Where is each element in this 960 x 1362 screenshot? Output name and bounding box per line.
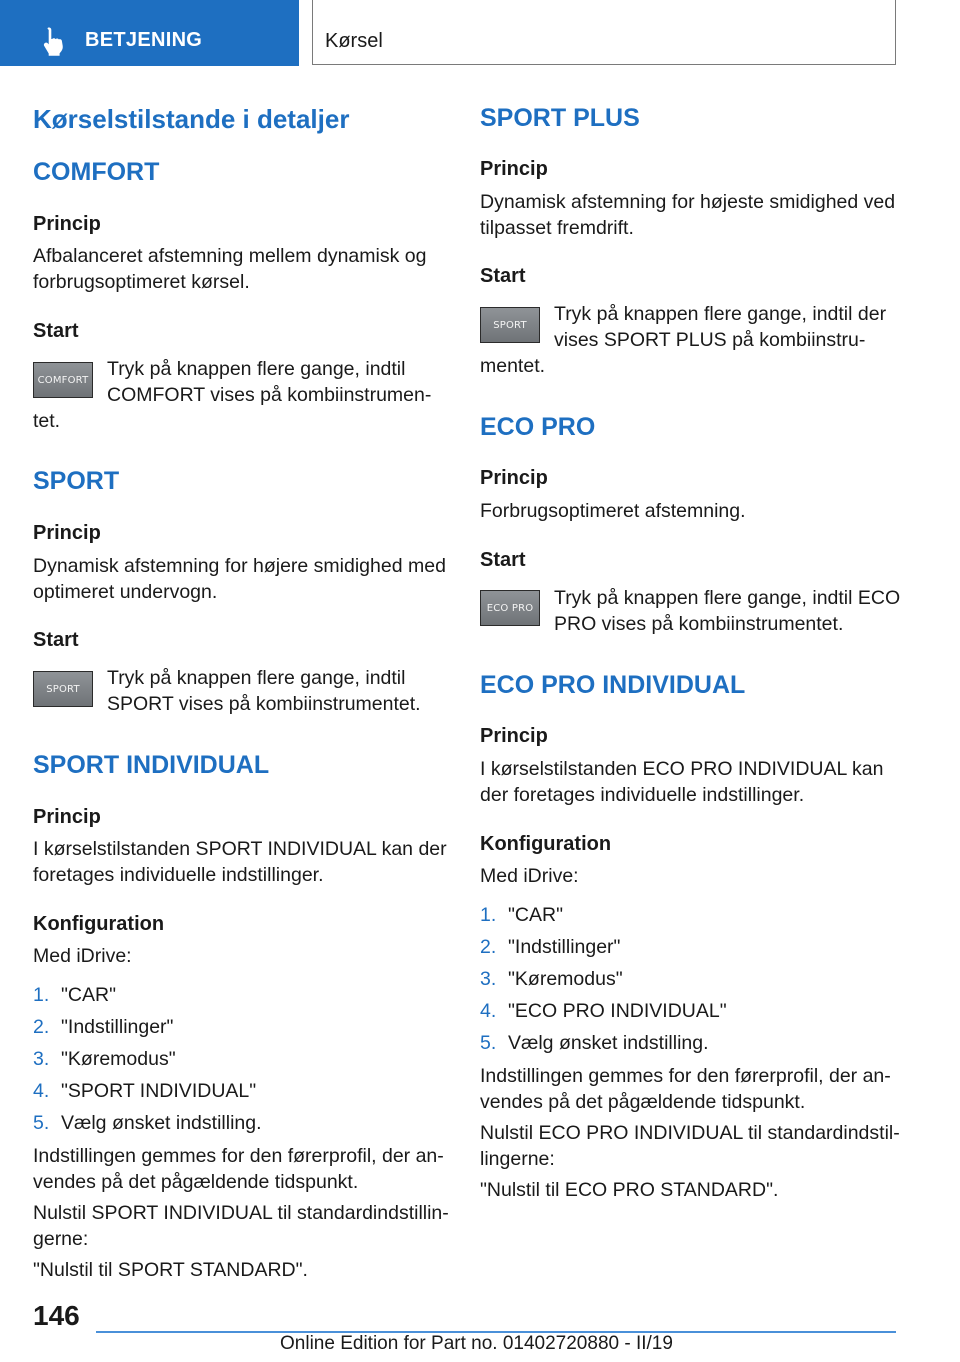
list-text: "Indstillinger" bbox=[508, 936, 621, 958]
list-text: "CAR" bbox=[508, 904, 564, 926]
sport-button-image bbox=[33, 671, 93, 707]
page-title: Kørselstilstande i detaljer bbox=[33, 104, 350, 134]
paragraph-line: COMFORT vises på kombiinstrumen- bbox=[107, 384, 432, 406]
paragraph-line: forbrugsoptimeret kørsel. bbox=[33, 271, 250, 293]
start-label: Start bbox=[480, 265, 526, 287]
list-item bbox=[33, 1014, 173, 1040]
paragraph-line: Tryk på knappen flere gange, indtil bbox=[107, 358, 406, 380]
configuration-label: Konfiguration bbox=[33, 913, 165, 935]
button-image-text: COMFORT bbox=[37, 374, 89, 386]
list-item bbox=[33, 1110, 262, 1136]
paragraph-line: "Nulstil til SPORT STANDARD". bbox=[33, 1259, 308, 1281]
section-tab bbox=[0, 0, 299, 66]
list-number: 4. bbox=[480, 1000, 497, 1022]
paragraph-line: vendes på det pågældende tidspunkt. bbox=[480, 1091, 806, 1113]
paragraph-line: Indstillingen gemmes for den førerprofil, der an- bbox=[480, 1065, 891, 1087]
list-number: 4. bbox=[33, 1080, 50, 1102]
list-number: 5. bbox=[480, 1032, 497, 1054]
configuration-label: Konfiguration bbox=[480, 833, 612, 855]
paragraph-line: Dynamisk afstemning for højere smidighed med bbox=[33, 555, 446, 577]
start-label: Start bbox=[33, 320, 79, 342]
paragraph-line: Tryk på knappen flere gange, indtil bbox=[107, 667, 406, 689]
paragraph-line: gerne: bbox=[33, 1228, 89, 1250]
heading-sport-individual: SPORT INDIVIDUAL bbox=[33, 751, 270, 779]
paragraph-line: optimeret undervogn. bbox=[33, 581, 218, 603]
paragraph-line: SPORT vises på kombiinstrumentet. bbox=[107, 693, 421, 715]
paragraph-line: Indstillingen gemmes for den førerprofil, der an- bbox=[33, 1145, 444, 1167]
list-item bbox=[480, 902, 563, 928]
paragraph-line: Nulstil SPORT INDIVIDUAL til standardindstillin- bbox=[33, 1202, 449, 1224]
list-item bbox=[33, 982, 116, 1008]
list-text: "ECO PRO INDIVIDUAL" bbox=[508, 1000, 727, 1022]
heading-eco-pro-individual: ECO PRO INDIVIDUAL bbox=[480, 671, 746, 699]
paragraph-line: Dynamisk afstemning for højeste smidighed ved bbox=[480, 191, 896, 213]
principle-label: Princip bbox=[33, 806, 101, 828]
list-text: "Køremodus" bbox=[61, 1048, 176, 1070]
list-text: Vælg ønsket indstilling. bbox=[61, 1112, 262, 1134]
paragraph-line: tilpasset fremdrift. bbox=[480, 217, 634, 239]
eco-pro-button-image bbox=[480, 590, 540, 626]
list-item bbox=[33, 1046, 176, 1072]
page-number: 146 bbox=[33, 1300, 80, 1331]
paragraph-line: Afbalanceret afstemning mellem dynamisk og bbox=[33, 245, 427, 267]
button-image-text: SPORT bbox=[493, 319, 527, 331]
principle-label: Princip bbox=[480, 725, 548, 747]
list-text: "Indstillinger" bbox=[61, 1016, 174, 1038]
list-item bbox=[480, 1030, 709, 1056]
list-number: 1. bbox=[480, 904, 497, 926]
list-item bbox=[480, 998, 727, 1024]
list-text: Vælg ønsket indstilling. bbox=[508, 1032, 709, 1054]
principle-label: Princip bbox=[480, 467, 548, 489]
button-image-text: SPORT bbox=[46, 683, 80, 695]
paragraph-line: Med iDrive: bbox=[33, 945, 132, 967]
list-item bbox=[480, 934, 620, 960]
pointing-hand-icon bbox=[40, 26, 68, 56]
list-number: 2. bbox=[33, 1016, 50, 1038]
paragraph-line: PRO vises på kombiinstrumentet. bbox=[554, 613, 844, 635]
paragraph-line: Med iDrive: bbox=[480, 865, 579, 887]
sport-plus-button-image bbox=[480, 307, 540, 343]
principle-label: Princip bbox=[480, 158, 548, 180]
heading-sport: SPORT bbox=[33, 467, 120, 495]
list-text: "CAR" bbox=[61, 984, 117, 1006]
paragraph-line: Tryk på knappen flere gange, indtil ECO bbox=[554, 587, 901, 609]
list-number: 3. bbox=[33, 1048, 50, 1070]
chapter-title: Kørsel bbox=[325, 30, 383, 52]
paragraph-line: mentet. bbox=[480, 355, 546, 377]
paragraph-line: Tryk på knappen flere gange, indtil der bbox=[554, 303, 887, 325]
paragraph-line: der foretages individuelle indstillinger. bbox=[480, 784, 805, 806]
paragraph-line: tet. bbox=[33, 410, 61, 432]
paragraph-line: foretages individuelle indstillinger. bbox=[33, 864, 324, 886]
list-number: 5. bbox=[33, 1112, 50, 1134]
button-image-text: ECO PRO bbox=[486, 602, 534, 614]
paragraph-line: vises SPORT PLUS på kombiinstru- bbox=[554, 329, 866, 351]
start-label: Start bbox=[480, 549, 526, 571]
list-number: 1. bbox=[33, 984, 50, 1006]
principle-label: Princip bbox=[33, 522, 101, 544]
section-title: BETJENING bbox=[85, 29, 203, 51]
principle-label: Princip bbox=[33, 213, 101, 235]
paragraph-line: I kørselstilstanden ECO PRO INDIVIDUAL kan bbox=[480, 758, 884, 780]
list-number: 2. bbox=[480, 936, 497, 958]
comfort-button-image bbox=[33, 362, 93, 398]
paragraph-line: "Nulstil til ECO PRO STANDARD". bbox=[480, 1179, 779, 1201]
heading-comfort: COMFORT bbox=[33, 158, 160, 186]
paragraph-line: Forbrugsoptimeret afstemning. bbox=[480, 500, 746, 522]
heading-eco-pro: ECO PRO bbox=[480, 413, 596, 441]
list-number: 3. bbox=[480, 968, 497, 990]
paragraph-line: Nulstil ECO PRO INDIVIDUAL til standardindstil- bbox=[480, 1122, 900, 1144]
paragraph-line: I kørselstilstanden SPORT INDIVIDUAL kan der bbox=[33, 838, 447, 860]
edition-text: Online Edition for Part no. 01402720880 - II/19 bbox=[280, 1333, 673, 1354]
heading-sport-plus: SPORT PLUS bbox=[480, 104, 640, 132]
paragraph-line: vendes på det pågældende tidspunkt. bbox=[33, 1171, 359, 1193]
list-text: "Køremodus" bbox=[508, 968, 623, 990]
start-label: Start bbox=[33, 629, 79, 651]
list-text: "SPORT INDIVIDUAL" bbox=[61, 1080, 257, 1102]
list-item bbox=[480, 966, 623, 992]
chapter-box bbox=[312, 0, 896, 65]
list-item bbox=[33, 1078, 256, 1104]
paragraph-line: lingerne: bbox=[480, 1148, 555, 1170]
